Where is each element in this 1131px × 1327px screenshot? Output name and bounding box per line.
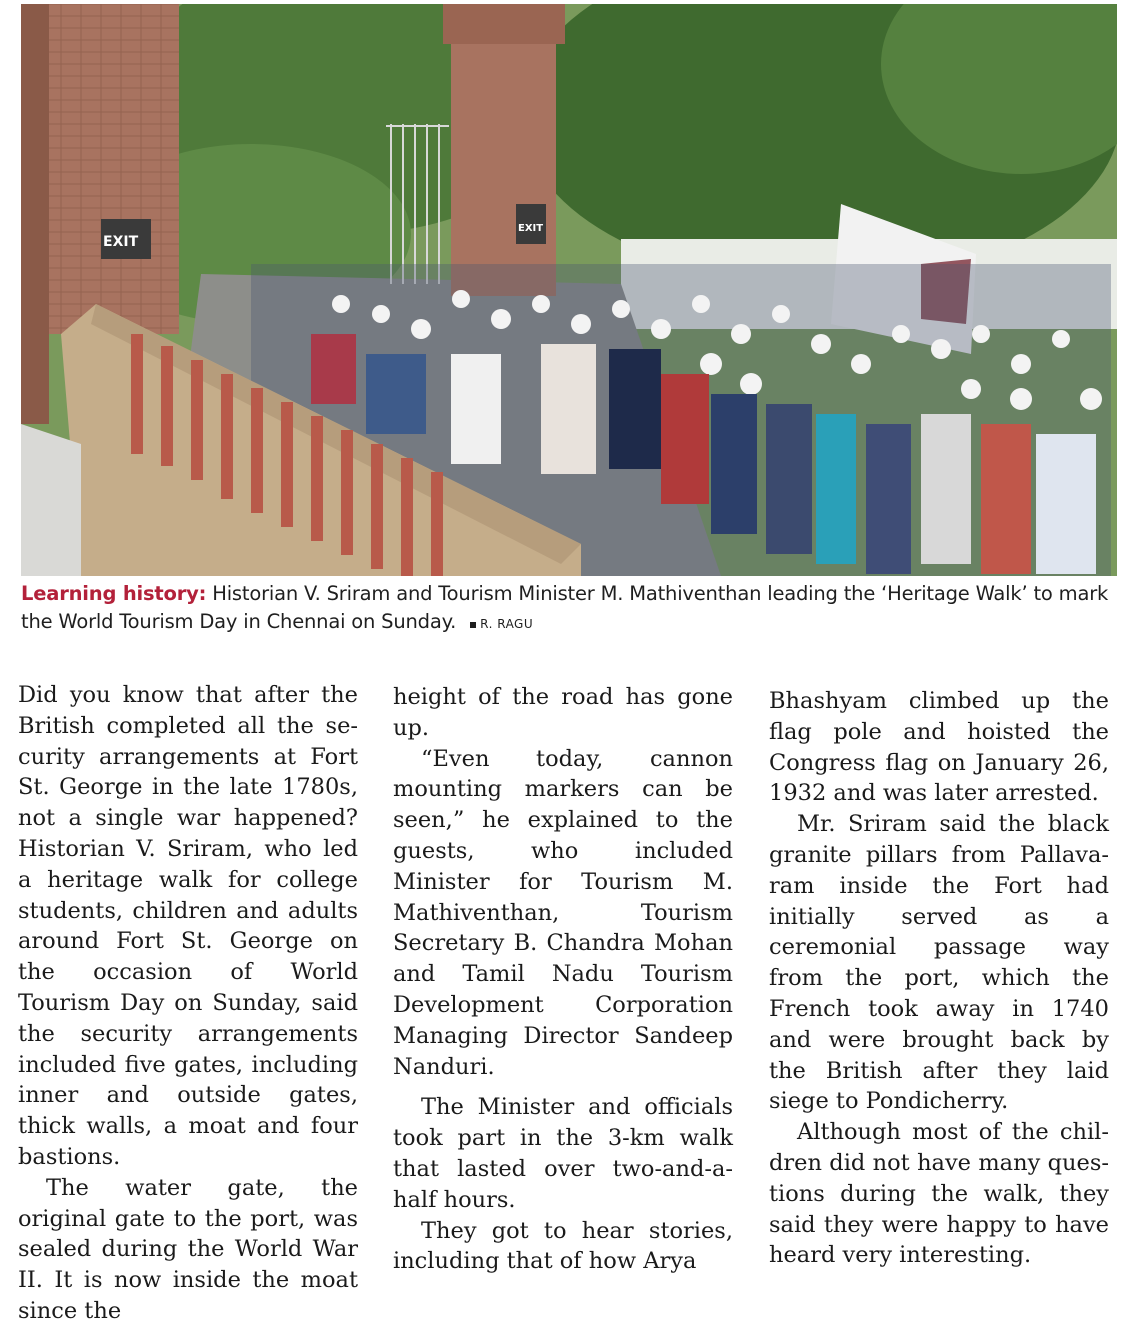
paragraph: Bhashyam climbed up the flag pole and hoisted the Congress flag on January 26, 1932 and was later arrested. — [769, 688, 1109, 807]
paragraph: height of the road has gone up. — [393, 684, 733, 741]
caption-label: Learning history: — [21, 582, 207, 605]
photo-credit — [470, 617, 533, 631]
credit-square-icon — [470, 622, 476, 628]
paragraph: The Minister and officials took part in the 3-km walk that lasted over two-and-a-half hours. — [393, 1094, 733, 1213]
credit-text: R. RAGU — [480, 617, 534, 631]
paragraph: Did you know that after the British completed all the security arrangements at Fort St. George in the late 1780s, not a single war happened? Historian V. Sriram, who led a heritage walk for college students, children and adults around Fort St. George on the occasion of World Tourism Day on Sunday, said the security arrangements included five gates, including inner and outside gates, thick walls, a moat and four bastions. — [18, 682, 358, 1170]
paragraph: They got to hear stories, including that of how Arya — [393, 1217, 733, 1275]
article-column-1 — [18, 680, 358, 1327]
paragraph: “Even today, cannon mounting markers can be seen,” he explained to the guests, who included Minister for Tourism M. Mathiventhan, Tourism Secretary B. Chandra Mohan and Tamil Nadu Tourism Development Corporation Managing Director Sandeep Nanduri. — [393, 745, 733, 1080]
article-column-3 — [769, 686, 1109, 1271]
exit-sign-right: EXIT — [518, 223, 544, 234]
paragraph: The water gate, the original gate to the port, was sealed during the World War II. It is now inside the moat since the — [18, 1174, 358, 1324]
paragraph: Mr. Sriram said the black granite pillars from Pallavaram inside the Fort had initially served as a ceremonial passage way from the port, which the French took away in 1740 and were brought back by the British after they laid siege to Pondicherry. — [769, 811, 1109, 1115]
exit-sign-left: EXIT — [103, 234, 139, 250]
article-body — [18, 680, 1113, 1324]
caption-text: Historian V. Sriram and Tourism Minister M. Mathiventhan leading the ‘Heritage Walk’ to mark the World Tourism Day in Chennai on Sunday. — [21, 582, 1109, 633]
photo-caption — [21, 580, 1117, 638]
paragraph: Although most of the children did not have many questions during the walk, they said they were happy to have heard very interesting. — [769, 1119, 1109, 1269]
article-column-2 — [393, 682, 733, 1277]
news-photo — [21, 4, 1117, 576]
